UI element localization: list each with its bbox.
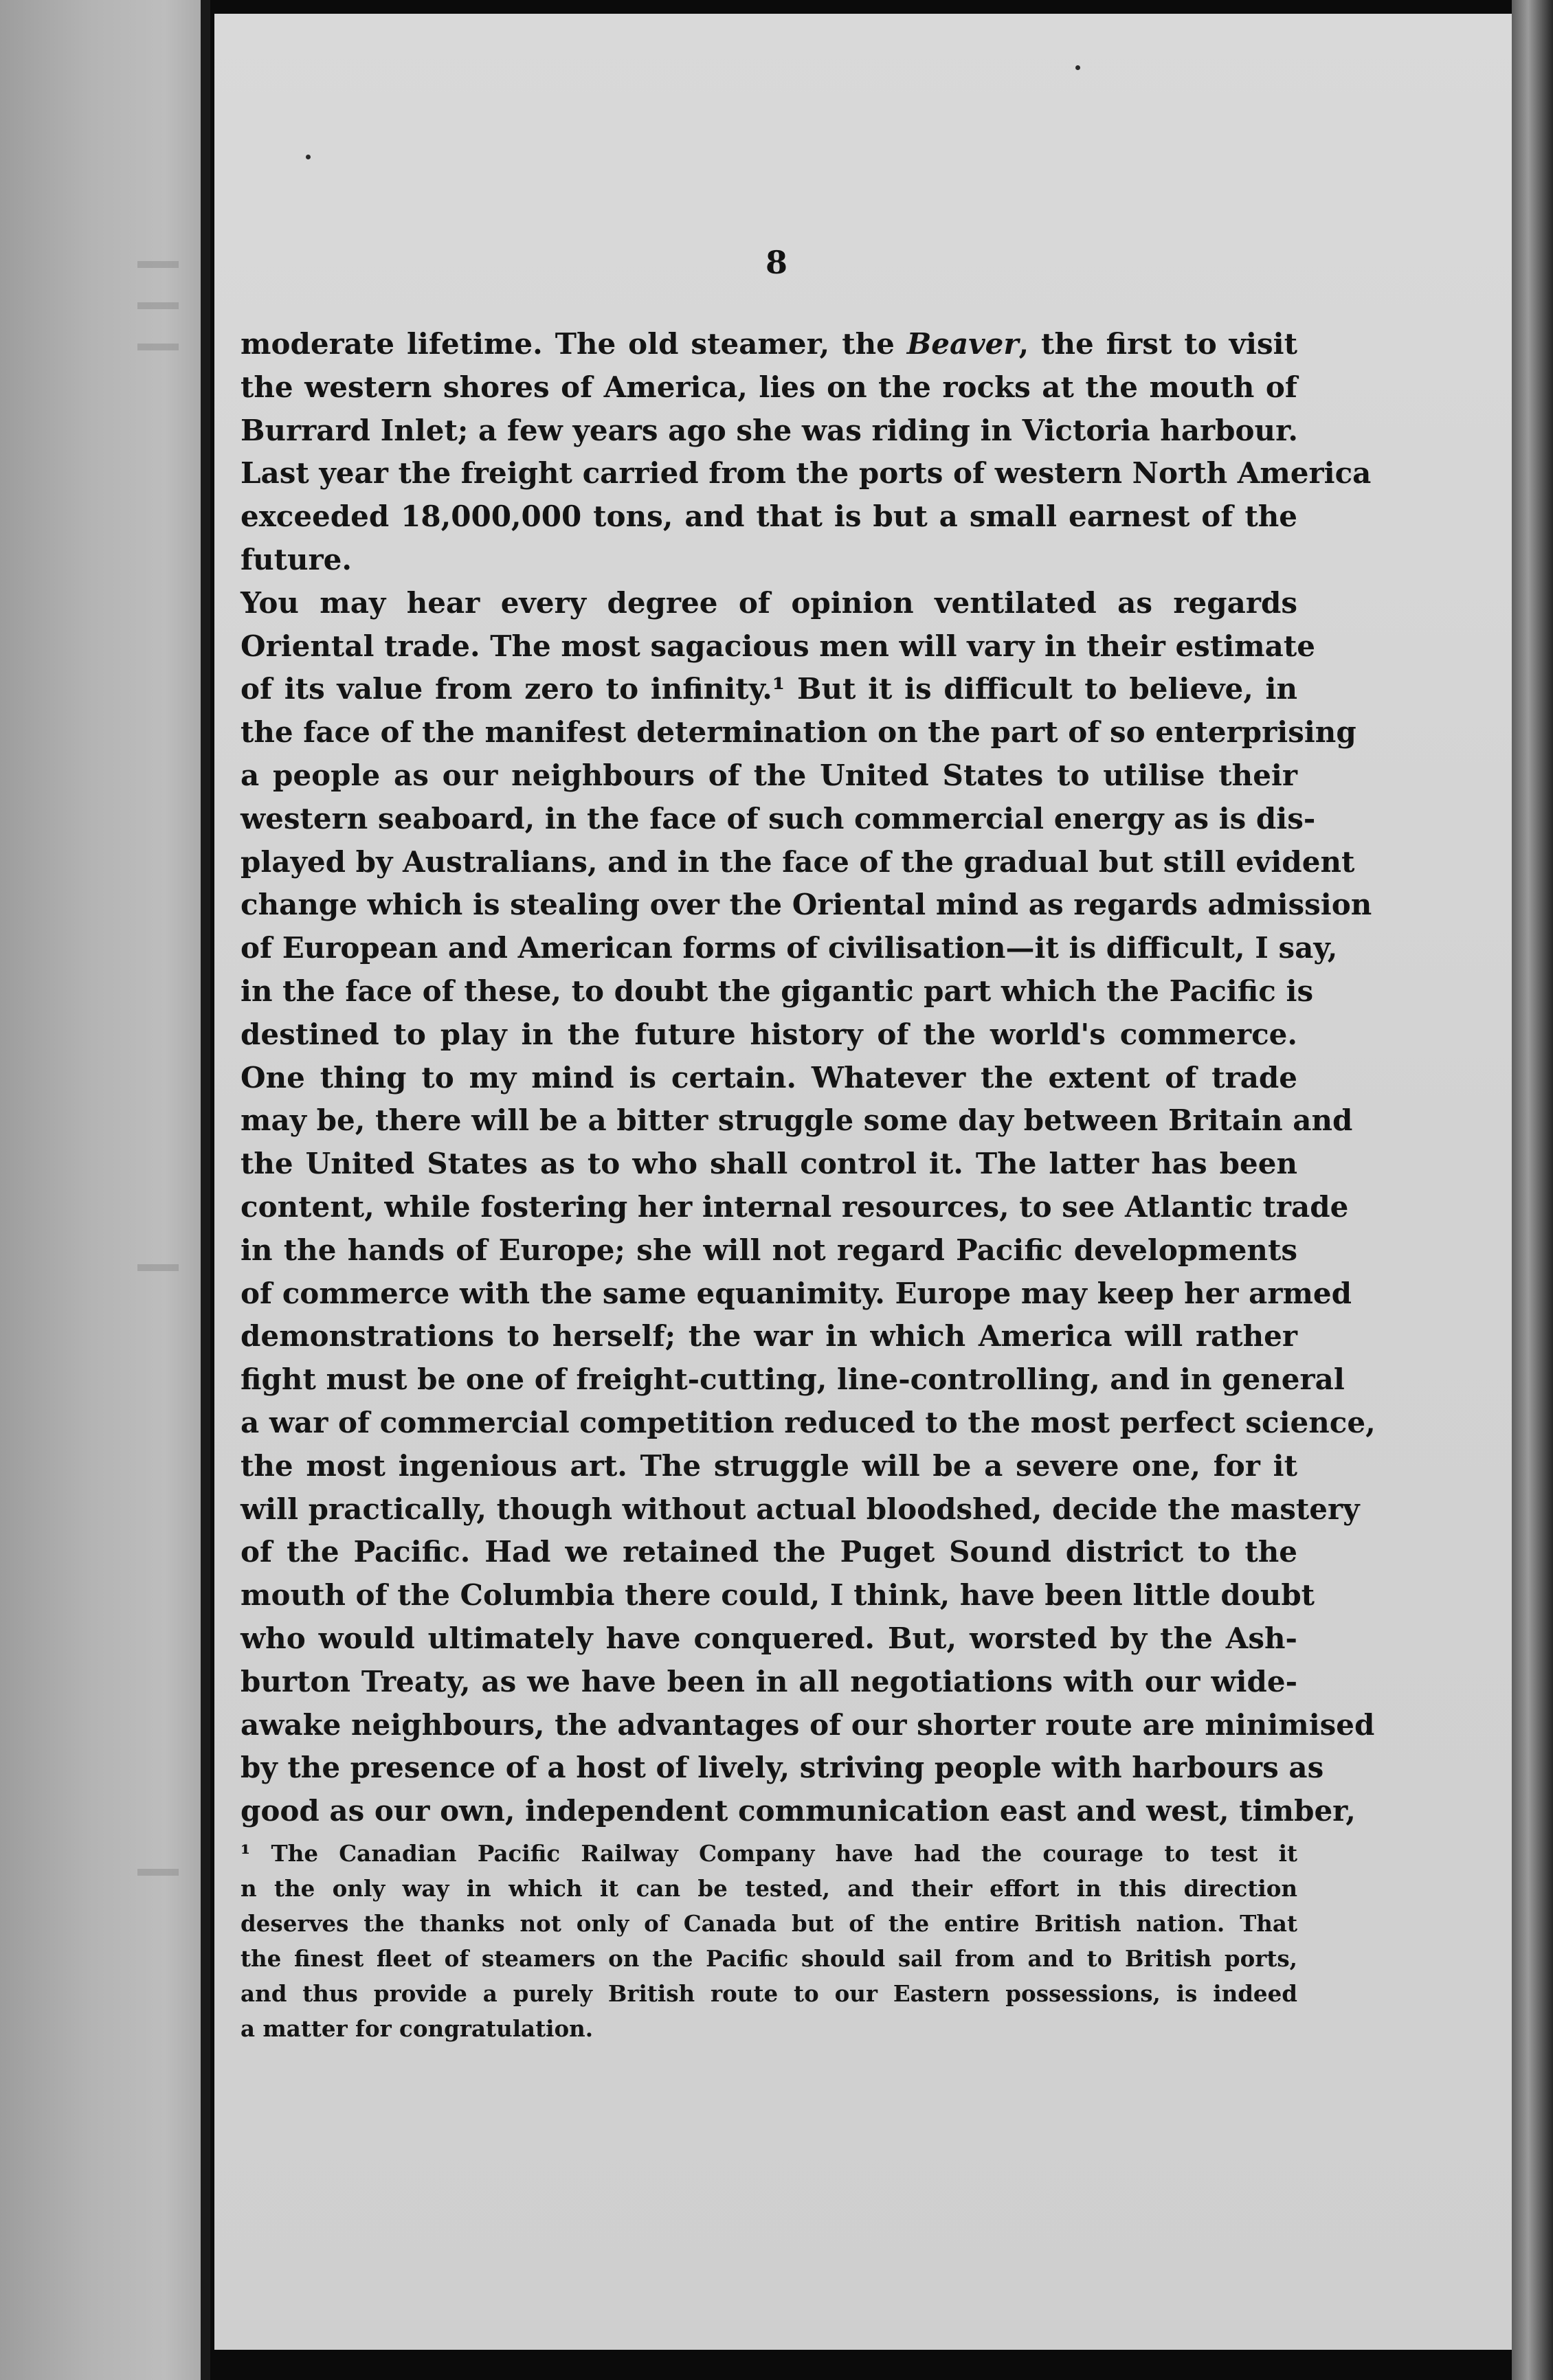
body-line: may be, there will be a bitter struggle some day between Britain and <box>241 1103 1353 1138</box>
body-line: of European and American forms of civilisation—it is difficult, I say, <box>241 931 1338 965</box>
body-line: of commerce with the same equanimity. Europe may keep her armed <box>241 1276 1352 1310</box>
body-line: Oriental trade. The most sagacious men will vary in their estimate <box>241 629 1315 663</box>
body-line: change which is stealing over the Oriental mind as regards admission <box>241 888 1372 922</box>
body-line: burton Treaty, as we have been in all negotiations with our wide- <box>241 1664 1297 1698</box>
body-line: who would ultimately have conquered. But, worsted by the Ash- <box>241 1621 1297 1655</box>
footnote <box>241 1836 1297 2046</box>
body-line: the most ingenious art. The struggle will be a severe one, for it <box>241 1448 1297 1483</box>
body-line: the face of the manifest determination on the part of so enterprising <box>241 715 1356 750</box>
body-line: content, while fostering her internal resources, to see Atlantic trade <box>241 1189 1349 1224</box>
body-line: in the hands of Europe; she will not regard Pacific developments <box>241 1233 1297 1267</box>
body-line: mouth of the Columbia there could, I think, have been little doubt <box>241 1578 1315 1613</box>
body-line: of the Pacific. Had we retained the Puget Sound district to the <box>241 1535 1297 1569</box>
facing-page-bleed <box>137 1264 179 1271</box>
body-line: fight must be one of freight-cutting, line-controlling, and in general <box>241 1362 1345 1397</box>
footnote-line: a matter for congratulation. <box>241 2015 594 2042</box>
facing-page-bleed <box>137 302 179 309</box>
footnote-line: deserves the thanks not only of Canada but of the entire British nation. That <box>241 1910 1297 1937</box>
body-line: future. <box>241 542 353 576</box>
facing-page-edge <box>0 0 206 2380</box>
body-line: a war of commercial competition reduced to the most perfect science, <box>241 1405 1376 1439</box>
paper-speck <box>306 155 311 159</box>
body-line: Burrard Inlet; a few years ago she was riding in Victoria harbour. <box>241 413 1298 447</box>
body-text <box>241 323 1376 1833</box>
page-number: 8 <box>765 244 787 281</box>
body-line: awake neighbours, the advantages of our shorter route are minimised <box>241 1707 1375 1742</box>
ship-name-italic: Beaver <box>906 327 1019 361</box>
body-line: played by Australians, and in the face of the gradual but still evident <box>241 844 1355 879</box>
body-line: destined to play in the future history of the world's commerce. <box>241 1017 1297 1051</box>
body-line: the western shores of America, lies on the rocks at the mouth of <box>241 370 1297 404</box>
facing-page-bleed <box>137 1869 179 1876</box>
body-line: exceeded 18,000,000 tons, and that is but a small earnest of the <box>241 499 1297 534</box>
body-line: One thing to my mind is certain. Whatever the extent of trade <box>241 1060 1297 1094</box>
body-line: moderate lifetime. The old steamer, the Beaver, the first to visit <box>241 327 1297 361</box>
body-line: the United States as to who shall control it. The latter has been <box>241 1147 1297 1181</box>
footnote-line: n the only way in which it can be tested, and their effort in this direction <box>241 1875 1297 1902</box>
footnote-line: the finest fleet of steamers on the Pacific should sail from and to British ports, <box>241 1945 1297 1972</box>
footnote-line: ¹ The Canadian Pacific Railway Company have had the courage to test it <box>241 1840 1297 1867</box>
body-line: a people as our neighbours of the United States to utilise their <box>241 758 1297 792</box>
page-right-edge <box>1512 0 1553 2380</box>
footnote-line: and thus provide a purely British route to our Eastern possessions, is indeed <box>241 1980 1297 2007</box>
body-line: You may hear every degree of opinion ventilated as regards <box>241 585 1297 620</box>
body-line: will practically, though without actual bloodshed, decide the mastery <box>241 1492 1360 1526</box>
body-line: western seaboard, in the face of such commercial energy as is dis- <box>241 801 1316 835</box>
body-line: good as our own, independent communication east and west, timber, <box>241 1794 1356 1828</box>
body-line: by the presence of a host of lively, striving people with harbours as <box>241 1751 1324 1785</box>
facing-page-bleed <box>137 344 179 350</box>
paper-speck <box>1075 65 1080 70</box>
body-line: demonstrations to herself; the war in which America will rather <box>241 1319 1297 1354</box>
binding-gutter <box>201 0 210 2380</box>
body-line: of its value from zero to infinity.¹ But it is difficult to believe, in <box>241 672 1297 706</box>
body-line: in the face of these, to doubt the gigantic part which the Pacific is <box>241 974 1314 1008</box>
facing-page-bleed <box>137 261 179 268</box>
body-line: Last year the freight carried from the ports of western North America <box>241 456 1372 491</box>
